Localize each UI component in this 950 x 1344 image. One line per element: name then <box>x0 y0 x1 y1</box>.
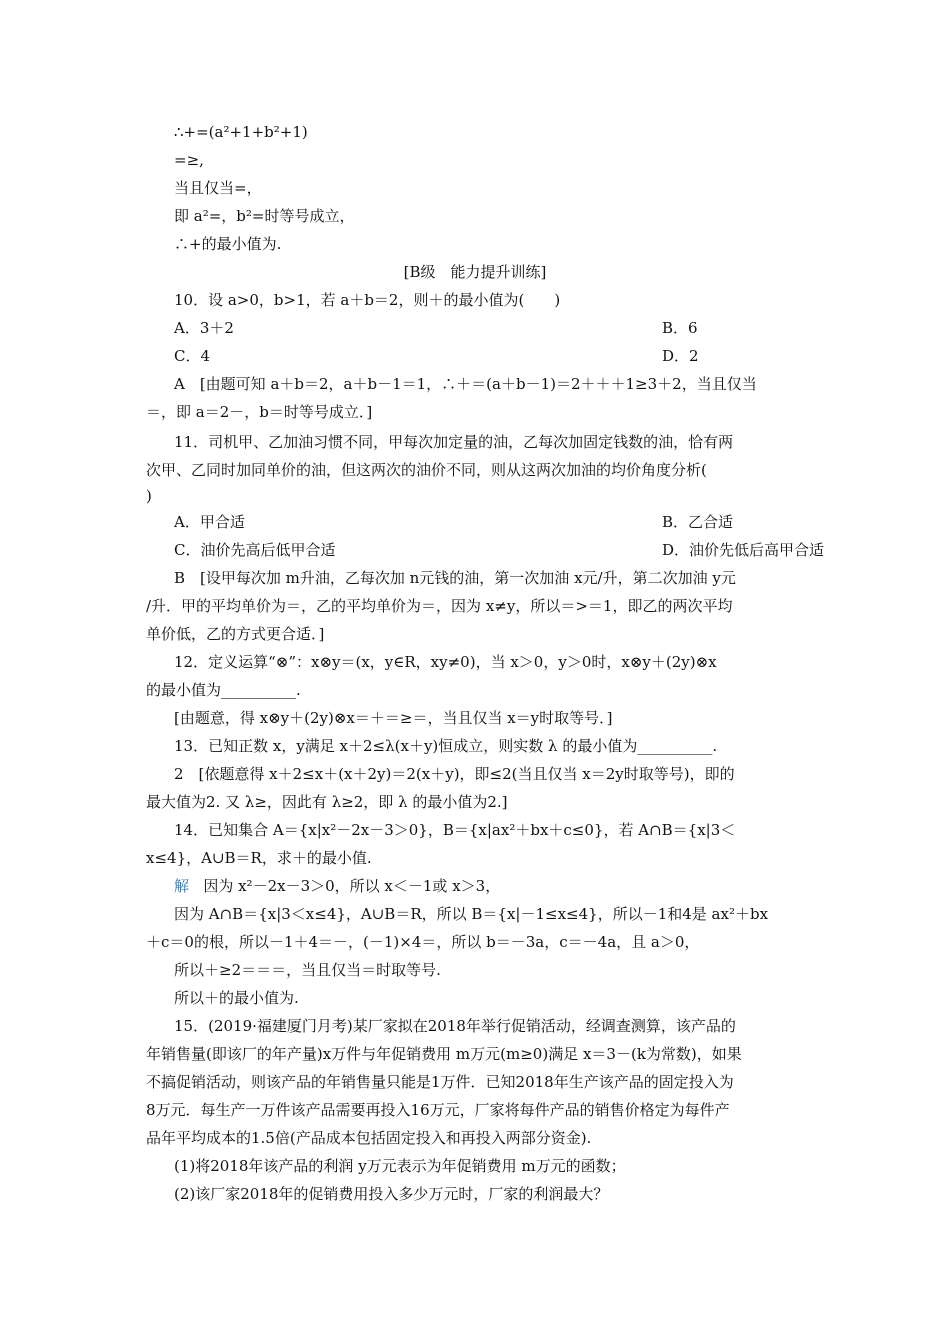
option-a: A．3＋2 <box>174 319 234 337</box>
solution-label: 解 <box>174 877 190 895</box>
question-14-cont: x≤4}，A∪B＝R，求＋的最小值. <box>146 849 372 867</box>
question-15-cont: 8万元．每生产一万件该产品需要再投入16万元，厂家将每件产品的销售价格定为每件产 <box>146 1101 730 1119</box>
answer-14-cont: ＋c＝0的根，所以－1＋4＝－，(－1)×4＝，所以 b＝－3a，c＝－4a，且 a＞0， <box>146 933 700 951</box>
question-15-sub1: (1)将2018年该产品的利润 y万元表示为年促销费用 m万元的函数； <box>174 1157 626 1175</box>
answer-11: B [设甲每次加 m升油，乙每次加 n元钱的油，第一次加油 x元/升，第二次加油 y元 <box>174 569 736 587</box>
text-line: =≥, <box>174 151 204 169</box>
answer-14-cont: 所以＋的最小值为. <box>174 989 299 1007</box>
question-14: 14．已知集合 A＝{x|x²－2x－3＞0}，B＝{x|ax²＋bx＋c≤0}，若 A∩B＝{x|3＜ <box>174 821 736 839</box>
question-15-cont: 不搞促销活动，则该产品的年销售量只能是1万件．已知2018年生产该产品的固定投入为 <box>146 1073 734 1091</box>
text-line: 当且仅当=， <box>174 179 262 197</box>
answer-14-cont: 所以＋≥2＝＝＝，当且仅当＝时取等号. <box>174 961 441 979</box>
option-row <box>174 314 814 342</box>
answer-13-cont: 最大值为2. 又 λ≥，因此有 λ≥2，即 λ 的最小值为2.] <box>146 793 508 811</box>
text-line: ∴+=(a²+1+b²+1) <box>174 123 308 141</box>
question-11: 11．司机甲、乙加油习惯不同，甲每次加定量的油，乙每次加固定钱数的油，恰有两 <box>174 433 734 451</box>
option-a: A．甲合适 <box>174 513 245 531</box>
answer-10-cont: ＝，即 a＝2－，b＝时等号成立．] <box>146 403 373 421</box>
option-d: D．油价先低后高甲合适 <box>662 541 825 559</box>
question-15-sub2: (2)该厂家2018年的促销费用投入多少万元时，厂家的利润最大？ <box>174 1185 609 1203</box>
question-12-cont: 的最小值为__________. <box>146 681 301 699</box>
option-row <box>174 508 814 536</box>
option-c: C．4 <box>174 347 211 365</box>
option-b: B．6 <box>662 319 698 337</box>
question-15-cont: 年销售量(即该厂的年产量)x万件与年促销费用 m万元(m≥0)满足 x＝3－(k为常数)，如果 <box>146 1045 742 1063</box>
question-11-cont: 次甲、乙同时加同单价的油，但这两次的油价不同，则从这两次加油的均价角度分析( <box>146 461 707 479</box>
answer-14-text: 因为 x²－2x－3＞0，所以 x＜－1或 x＞3， <box>203 877 501 895</box>
answer-11-cont: 单价低，乙的方式更合适．] <box>146 625 325 643</box>
option-b: B．乙合适 <box>662 513 734 531</box>
question-13: 13．已知正数 x，y满足 x＋2≤λ(x＋y)恒成立，则实数 λ 的最小值为__________. <box>174 737 718 755</box>
answer-13: 2 [依题意得 x＋2≤x＋(x＋2y)＝2(x＋y)，即≤2(当且仅当 x＝2y时取等号)，即的 <box>174 765 735 783</box>
question-15-cont: 品年平均成本的1.5倍(产品成本包括固定投入和再投入两部分资金). <box>146 1129 592 1147</box>
section-heading: [B级 能力提升训练] <box>403 263 547 281</box>
option-row <box>174 536 825 564</box>
answer-14 <box>174 872 814 900</box>
answer-12: [由题意，得 x⊗y＋(2y)⊗x＝＋＝≥＝，当且仅当 x＝y时取等号．] <box>174 709 613 727</box>
question-10: 10．设 a>0，b>1，若 a＋b＝2，则＋的最小值为( ) <box>174 291 561 309</box>
answer-11-cont: /升．甲的平均单价为＝，乙的平均单价为＝，因为 x≠y，所以＝>＝1，即乙的两次平均 <box>146 597 733 615</box>
question-15: 15．(2019·福建厦门月考)某厂家拟在2018年举行促销活动，经调查测算，该产品的 <box>174 1017 736 1035</box>
answer-10: A [由题可知 a＋b＝2，a＋b－1＝1，∴＋＝(a＋b－1)＝2＋＋＋1≥3＋2，当且仅当 <box>174 375 757 393</box>
answer-14-cont: 因为 A∩B＝{x|3＜x≤4}，A∪B＝R，所以 B＝{x|－1≤x≤4}，所以－1和4是 ax²＋bx <box>174 905 769 923</box>
option-c: C．油价先高后低甲合适 <box>174 541 336 559</box>
question-11-cont: ) <box>146 487 152 505</box>
question-12: 12．定义运算“⊗”：x⊗y＝(x，y∈R，xy≠0)，当 x＞0，y＞0时，x⊗y＋(2y)⊗x <box>174 653 717 671</box>
text-line: 即 a²=，b²=时等号成立， <box>174 207 355 225</box>
option-row <box>174 342 814 370</box>
option-d: D．2 <box>662 347 699 365</box>
text-line: ∴+的最小值为. <box>174 235 282 253</box>
